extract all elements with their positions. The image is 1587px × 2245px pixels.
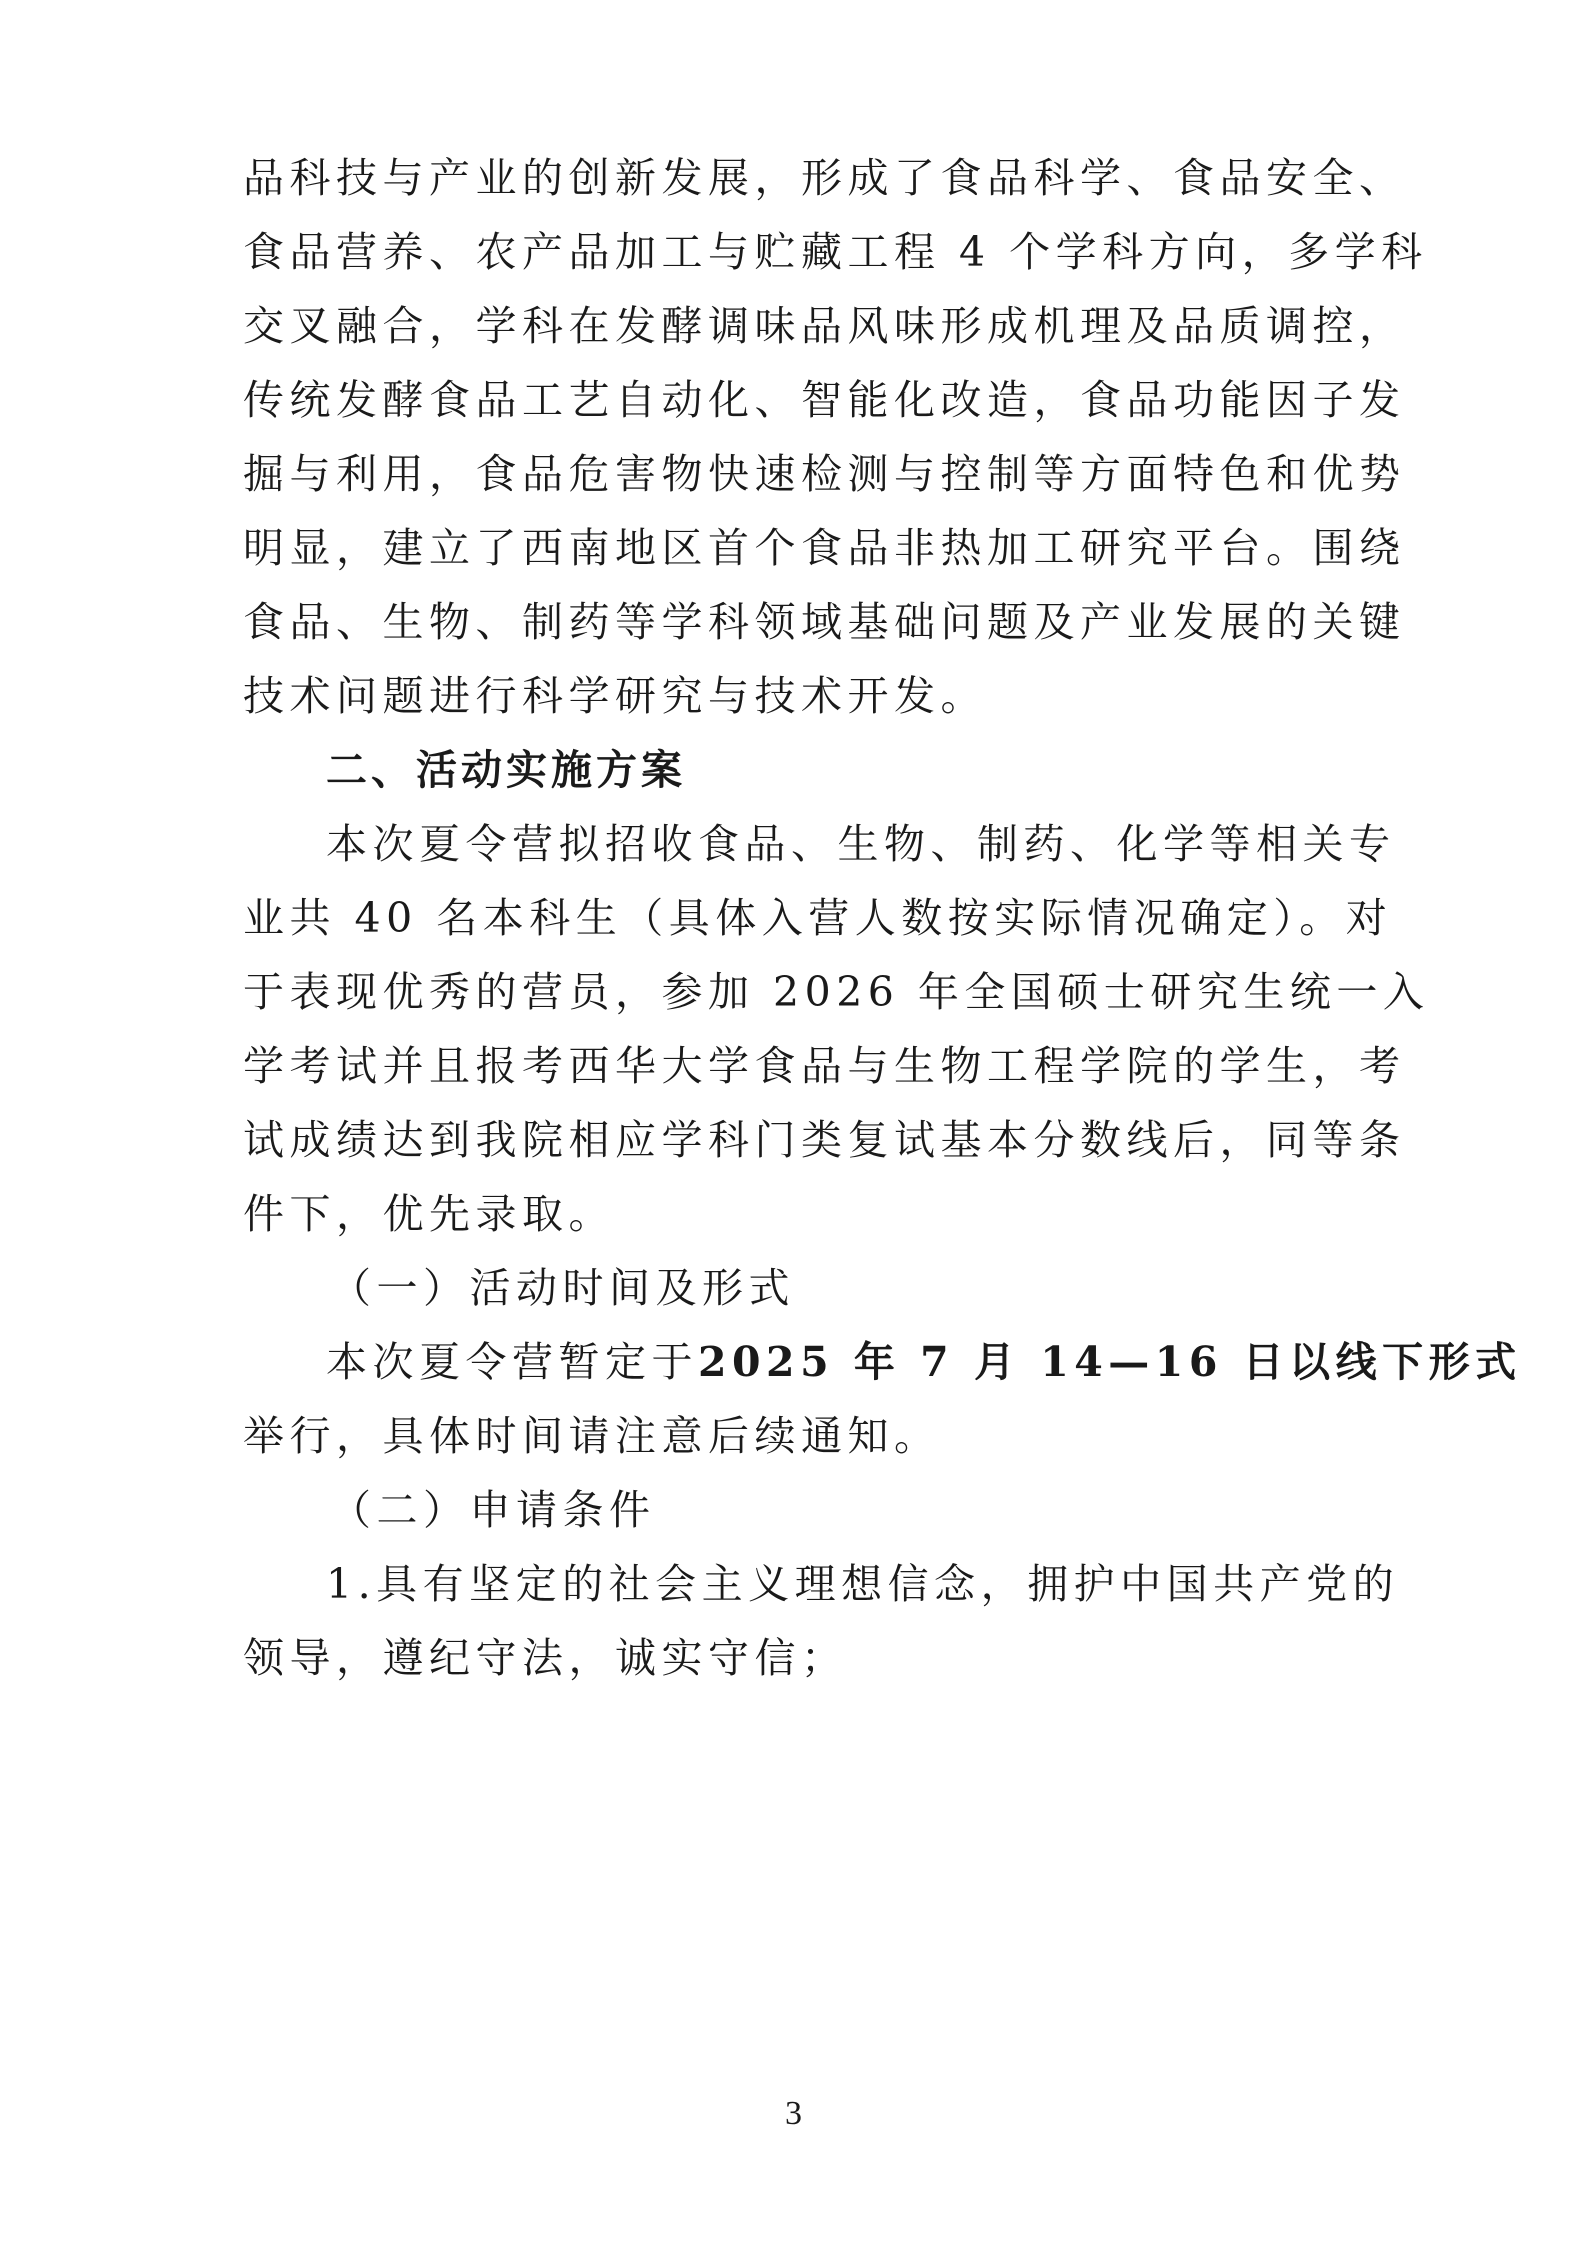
paragraph-line: 试成绩达到我院相应学科门类复试基本分数线后，同等条 (243, 1116, 1406, 1164)
subsection-heading: （二）申请条件 (330, 1486, 656, 1534)
paragraph-line: 技术问题进行科学研究与技术开发。 (243, 672, 987, 720)
paragraph-line: 件下，优先录取。 (243, 1190, 615, 1238)
paragraph-line: 品科技与产业的创新发展，形成了食品科学、食品安全、 (243, 154, 1406, 202)
subsection-heading: （一）活动时间及形式 (330, 1264, 795, 1312)
paragraph-line (326, 1332, 1522, 1392)
page-number: 3 (785, 2095, 802, 2132)
paragraph-line: 掘与利用，食品危害物快速检测与控制等方面特色和优势 (243, 450, 1406, 498)
paragraph-line: 业共 40 名本科生（具体入营人数按实际情况确定）。对 (243, 894, 1393, 942)
paragraph-line: 本次夏令营拟招收食品、生物、制药、化学等相关专 (326, 820, 1396, 868)
paragraph-line: 明显，建立了西南地区首个食品非热加工研究平台。围绕 (243, 524, 1406, 572)
event-date-emphasis: 2025 年 7 月 14—16 日以线下形式 (698, 1338, 1522, 1386)
paragraph-line: 1.具有坚定的社会主义理想信念，拥护中国共产党的 (326, 1560, 1400, 1608)
paragraph-line: 学考试并且报考西华大学食品与生物工程学院的学生，考 (243, 1042, 1406, 1090)
paragraph-line: 食品、生物、制药等学科领域基础问题及产业发展的关键 (243, 598, 1406, 646)
section-heading: 二、活动实施方案 (326, 746, 686, 794)
paragraph-line: 传统发酵食品工艺自动化、智能化改造，食品功能因子发 (243, 376, 1406, 424)
paragraph-line: 食品营养、农产品加工与贮藏工程 4 个学科方向，多学科 (243, 228, 1428, 276)
paragraph-line: 交叉融合，学科在发酵调味品风味形成机理及品质调控， (243, 302, 1406, 350)
paragraph-text: 本次夏令营暂定于 (326, 1338, 698, 1386)
paragraph-line: 举行，具体时间请注意后续通知。 (243, 1412, 941, 1460)
paragraph-line: 于表现优秀的营员，参加 2026 年全国硕士研究生统一入 (243, 968, 1430, 1016)
paragraph-line: 领导，遵纪守法，诚实守信； (243, 1634, 848, 1682)
